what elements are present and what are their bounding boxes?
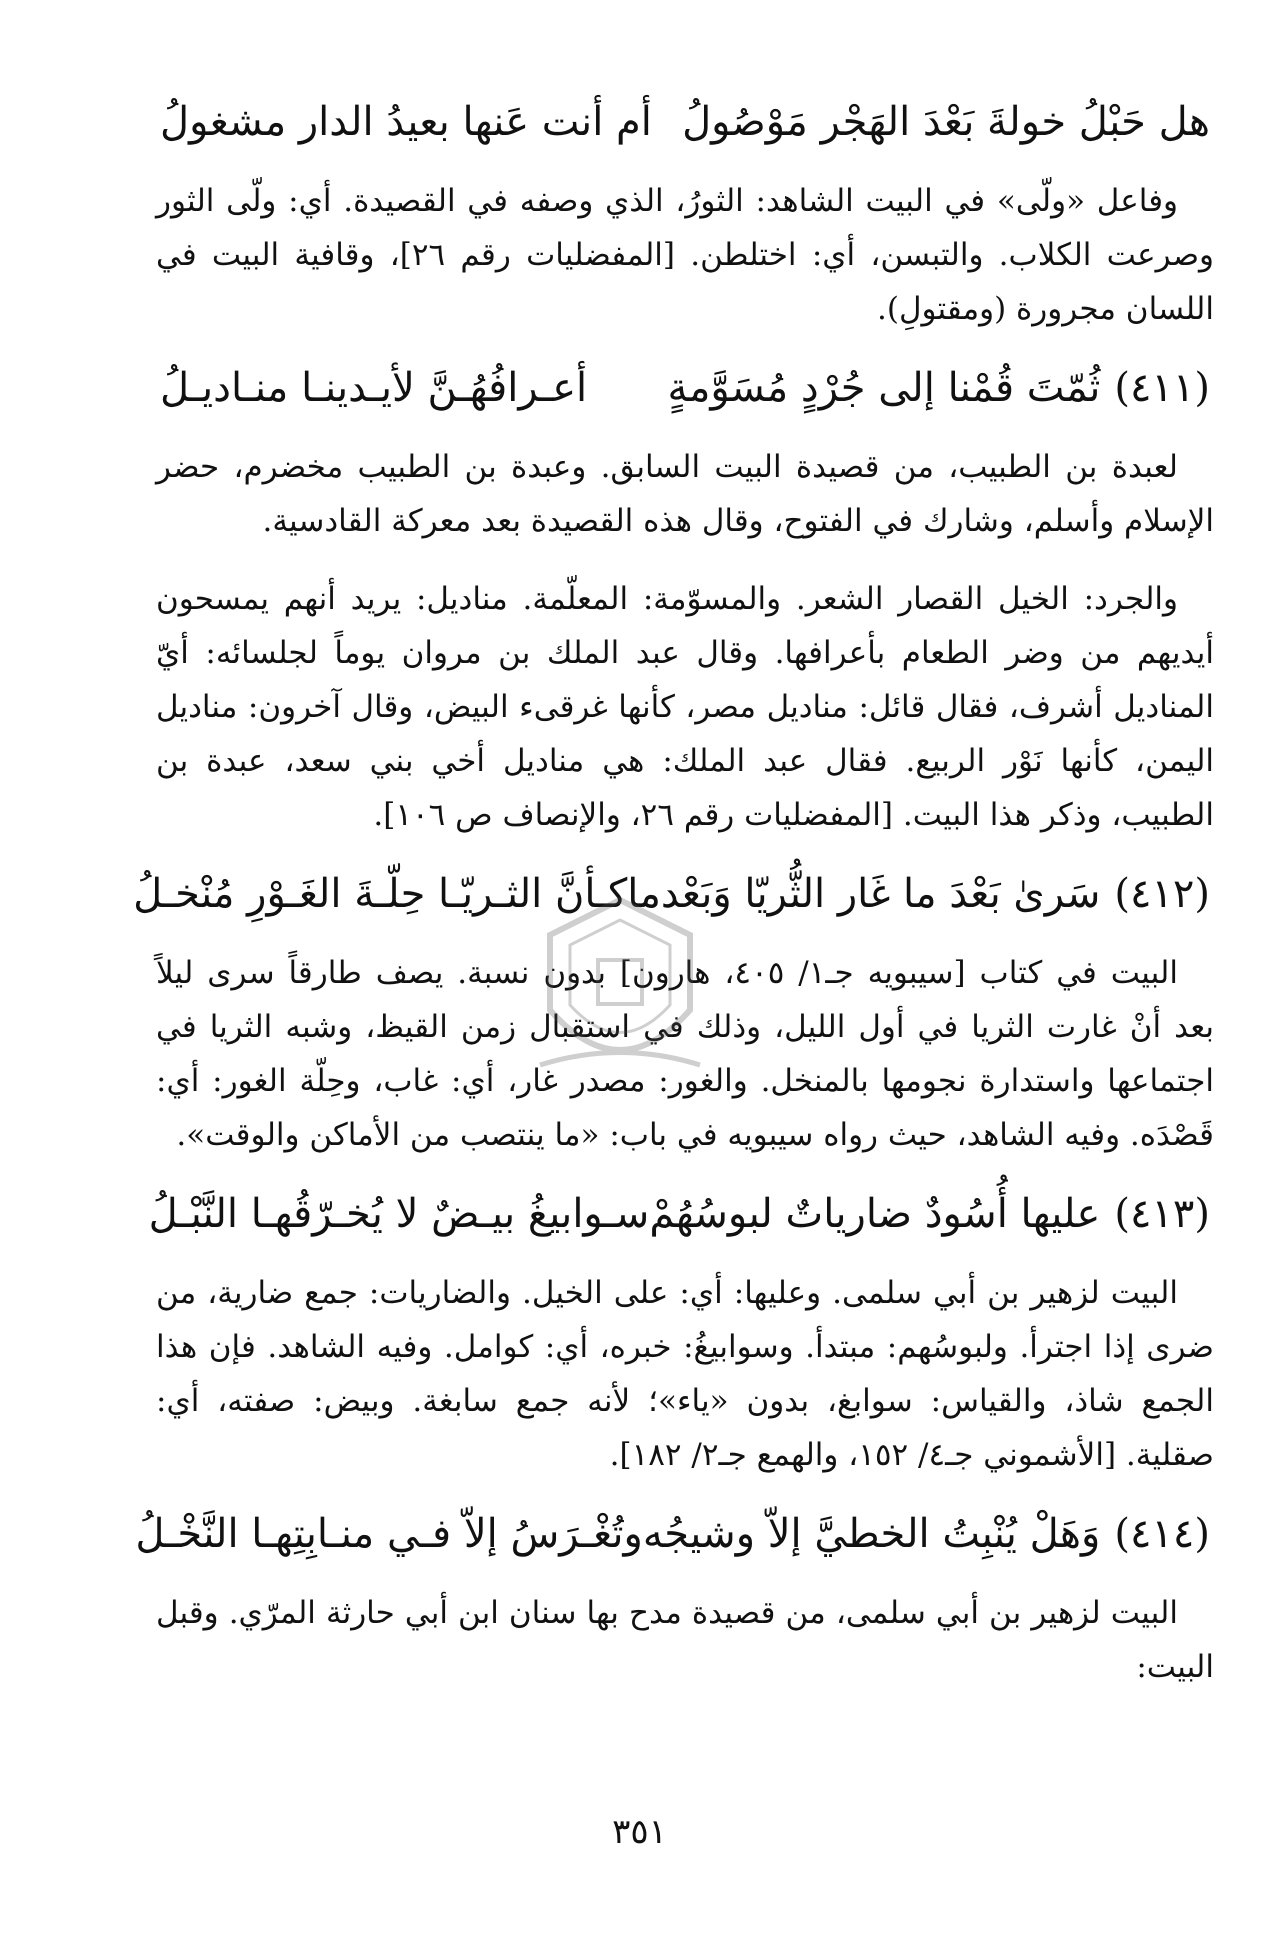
verse-number: (٤١١) — [1114, 365, 1210, 411]
verse-414 — [135, 1502, 1220, 1566]
verse-413 — [150, 1182, 1220, 1246]
verse-number: (٤١٢) — [1114, 871, 1210, 917]
commentary-paragraph: البيت لزهير بن أبي سلمى. وعليها: أي: على الخيل. والضاريات: جمع ضارية، من ضرى إذا اجترأ. ولبوسُهم: مبتدأ. وسوابيغُ: خبره، أي: كوامل. وفيه الشاهد. فإن هذا الجمع شاذ، والقياس: سوابغ، بدون «ياء»؛ لأنه جمع سابغة. وبيض: صفته، أي: صقلية. [الأشموني جـ٤/ ١٥٢، والهمع جـ٢/ ١٨٢]. — [156, 1275, 1214, 1473]
commentary-paragraph: وفاعل «ولّى» في البيت الشاهد: الثورُ، الذي وصفه في القصيدة. أي: ولّى الثور وصرعت الكلاب. والتبسن، أي: اختلطن. [المفضليات رقم ٢٦]، وقافية البيت في اللسان مجرورة (ومقتولِ). — [156, 183, 1215, 327]
page-number: ٣٥١ — [612, 1812, 667, 1852]
verse-intro-hemistich-1: هل حَبْلُ خولةَ بَعْدَ الهَجْر مَوْصُولُ — [682, 99, 1210, 145]
verse-number: (٤١٤) — [1114, 1511, 1210, 1557]
commentary-paragraph: البيت لزهير بن أبي سلمى، من قصيدة مدح بها سنان ابن أبي حارثة المرّي. وقبل البيت: — [156, 1595, 1214, 1685]
verse-414-hemistich-2: وتُغْـرَسُ إلاّ فـي منـابِتِهـا النَّخْـلُ — [135, 1511, 643, 1557]
watermark-seal-icon — [520, 890, 720, 1110]
commentary-paragraph: لعبدة بن الطبيب، من قصيدة البيت السابق. وعبدة بن الطبيب مخضرم، حضر الإسلام وأسلم، وشارك في الفتوح، وقال هذه القصيدة بعد معركة القادسية. — [156, 449, 1214, 539]
verse-412-hemistich-1: سَرىٰ بَعْدَ ما غَار الثُّريّا وَبَعْدما — [627, 871, 1101, 917]
verse-intro — [150, 90, 1220, 154]
verse-414-hemistich-1: وَهَلْ يُنْبِتُ الخطيَّ إلاّ وشيجُه — [642, 1511, 1101, 1557]
verse-411 — [150, 356, 1220, 420]
commentary-paragraph: البيت في كتاب [سيبويه جـ١/ ٤٠٥، هارون] بدون نسبة. يصف طارقاً سرى ليلاً بعد أنْ غارت الثريا في أول الليل، وذلك في استقبال زمن القيظ، وشبه الثريا في اجتماعها واستدارة نجومها بالمنخل. والغور: مصدر غار، أي: غاب، وحِلّة الغور: أي: قَصْدَه. وفيه الشاهد، حيث رواه سيبويه في باب: «ما ينتصب من الأماكن والوقت». — [156, 955, 1214, 1153]
verse-intro-hemistich-2: أم أنت عَنها بعيدُ الدار مشغولُ — [160, 99, 652, 145]
verse-number: (٤١٣) — [1114, 1191, 1210, 1237]
verse-412-hemistich-2: كـأنَّ الثـريّـا حِلّـةَ الغَـوْرِ مُنْخـلُ — [133, 871, 628, 917]
verse-413-hemistich-1: عليها أُسُودٌ ضارياتٌ لبوسُهُمْ — [649, 1191, 1101, 1237]
verse-411-hemistich-1: ثُمّتَ قُمْنا إلى جُرْدٍ مُسَوَّمةٍ — [667, 365, 1101, 411]
verse-411-hemistich-2: أعـرافُهُـنَّ لأيـدينـا منـاديـلُ — [160, 365, 588, 411]
commentary-paragraph: والجرد: الخيل القصار الشعر. والمسوّمة: المعلّمة. مناديل: يريد أنهم يمسحون أيديهم من وضر الطعام بأعرافها. وقال عبد الملك بن مروان يوماً لجلسائه: أيّ المناديل أشرف، فقال قائل: مناديل مصر، كأنها غرقىء البيض، وقال آخرون: مناديل اليمن، كأنها نَوْر الربيع. فقال عبد الملك: هي مناديل أخي بني سعد، عبدة بن الطبيب، وذكر هذا البيت. [المفضليات رقم ٢٦، والإنصاف ص ١٠٦]. — [156, 581, 1214, 833]
verse-413-hemistich-2: سـوابيغُ بيـضٌ لا يُخـرّقُهـا النَّبْـلُ — [148, 1191, 650, 1237]
